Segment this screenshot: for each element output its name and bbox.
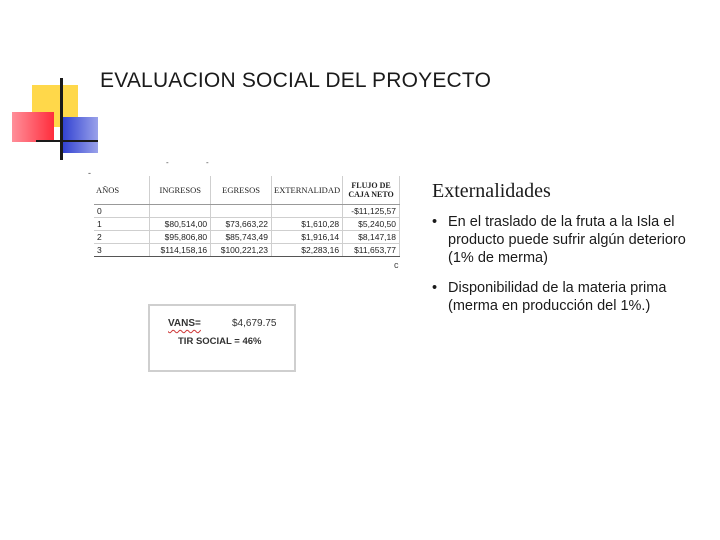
scan-mark: - <box>88 168 91 178</box>
results-box <box>148 304 296 372</box>
decorative-vertical-line <box>60 78 63 160</box>
table-cell: $11,653,77 <box>343 244 400 257</box>
column-header-externality: EXTERNALIDAD <box>272 176 343 205</box>
table-row <box>94 231 400 244</box>
list-item <box>430 213 690 267</box>
slide-title: EVALUACION SOCIAL DEL PROYECTO <box>100 69 492 92</box>
bullet-icon: • <box>432 214 438 230</box>
column-header-net-cash-flow: FLUJO DE CAJA NETO <box>343 176 400 205</box>
list-item <box>430 279 690 315</box>
cash-flow-table-image <box>88 158 400 272</box>
scan-mark: - <box>206 158 209 167</box>
column-header-expenses: EGRESOS <box>211 176 272 205</box>
table-cell: $1,610,28 <box>272 218 343 231</box>
table-cell: $73,663,22 <box>211 218 272 231</box>
cash-flow-table <box>94 176 400 257</box>
table-row <box>94 218 400 231</box>
scan-mark: c <box>394 260 399 270</box>
decorative-red-square <box>12 112 54 142</box>
table-cell <box>150 205 211 218</box>
table-cell: $100,221,23 <box>211 244 272 257</box>
table-cell: $95,806,80 <box>150 231 211 244</box>
externalities-list <box>430 213 690 327</box>
decorative-horizontal-line <box>36 140 98 142</box>
table-row <box>94 244 400 257</box>
table-cell: $8,147,18 <box>343 231 400 244</box>
table-cell: $80,514,00 <box>150 218 211 231</box>
externalities-heading: Externalidades <box>432 180 551 202</box>
table-cell: -$11,125,57 <box>343 205 400 218</box>
table-cell: 3 <box>94 244 150 257</box>
list-item-text: Disponibilidad de la materia prima (merma en producción del 1%.) <box>448 280 667 314</box>
column-header-years: AÑOS <box>94 176 150 205</box>
table-cell: $2,283,16 <box>272 244 343 257</box>
vans-label: VANS= <box>168 318 201 329</box>
decorative-blue-square <box>60 117 98 153</box>
table-cell: 1 <box>94 218 150 231</box>
table-cell <box>272 205 343 218</box>
bullet-icon: • <box>432 280 438 296</box>
table-cell: $1,916,14 <box>272 231 343 244</box>
tir-social: TIR SOCIAL = 46% <box>178 336 262 347</box>
table-cell: $85,743,49 <box>211 231 272 244</box>
table-cell <box>211 205 272 218</box>
table-cell: 0 <box>94 205 150 218</box>
vans-value: $4,679.75 <box>232 318 277 329</box>
column-header-income: INGRESOS <box>150 176 211 205</box>
table-cell: $5,240,50 <box>343 218 400 231</box>
table-cell: 2 <box>94 231 150 244</box>
table-header-row <box>94 176 400 205</box>
list-item-text: En el traslado de la fruta a la Isla el producto puede sufrir algún deterioro (1% de merma) <box>448 214 686 266</box>
table-row <box>94 205 400 218</box>
scan-mark: - <box>166 158 169 167</box>
table-cell: $114,158,16 <box>150 244 211 257</box>
